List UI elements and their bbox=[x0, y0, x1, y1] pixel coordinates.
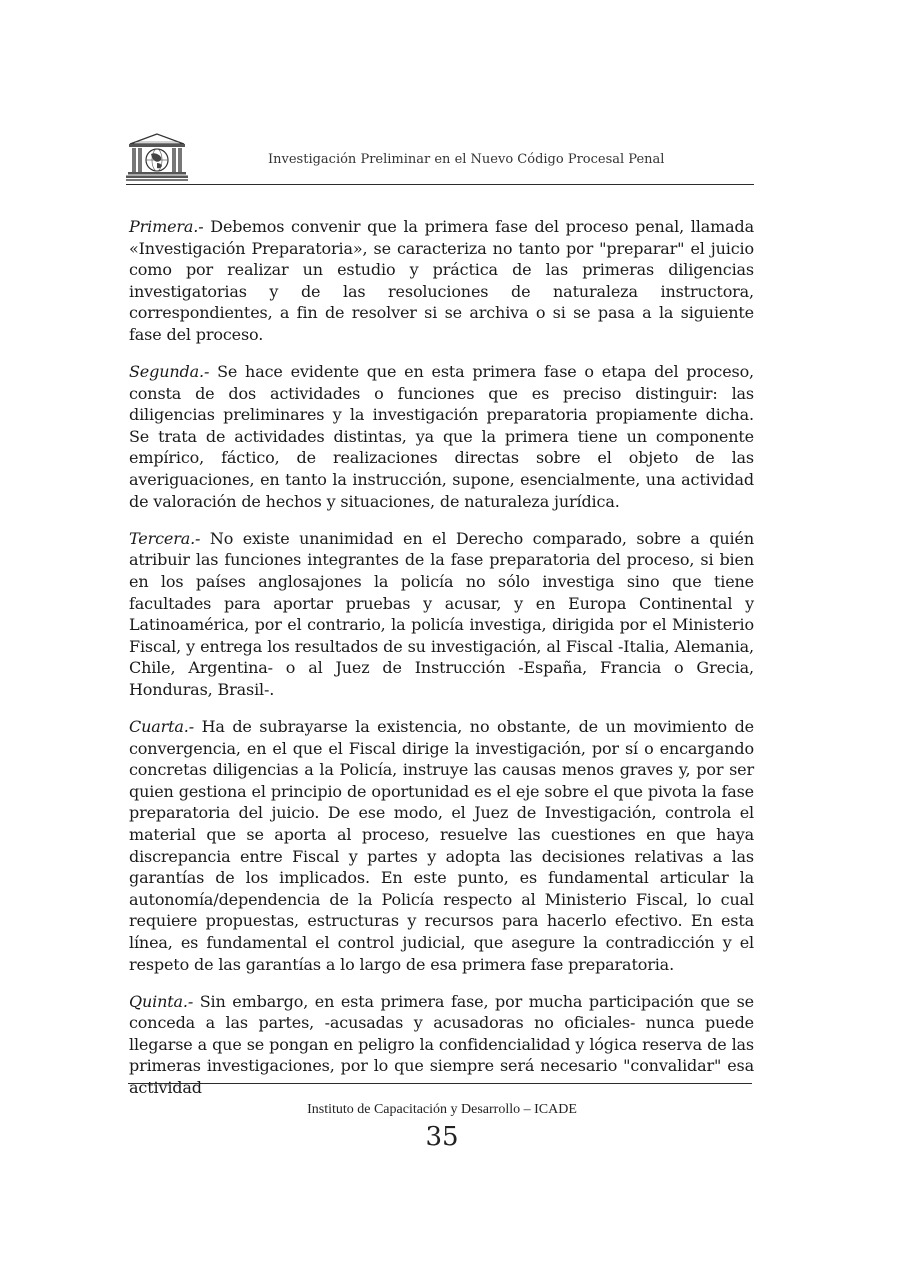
paragraph-segunda bbox=[129, 361, 754, 512]
paragraph-lead: Tercera.- bbox=[129, 528, 201, 548]
paragraph-text: Se hace evidente que en esta primera fase o etapa del proceso, consta de dos actividades o funciones que es preciso distinguir: las diligencias preliminares y la investigación preparatoria propiamente dicha. Se trata de actividades distintas, ya que la primera tiene un componente empírico, fáctico, de realizaciones directas sobre el objeto de las averiguaciones, en tanto la instrucción, supone, esencialmente, una actividad de valoración de hechos y situaciones, de naturaleza jurídica. bbox=[129, 362, 754, 511]
footer-institution: Instituto de Capacitación y Desarrollo – ICADE bbox=[307, 1102, 577, 1117]
paragraph-tercera bbox=[129, 528, 754, 701]
paragraph-lead: Cuarta.- bbox=[129, 716, 194, 736]
paragraph-primera bbox=[129, 216, 754, 346]
paragraph-lead: Primera.- bbox=[129, 217, 204, 236]
paragraph-text: Sin embargo, en esta primera fase, por mucha participación que se conceda a las partes, -acusadas y acusadoras no oficiales- nunca puede llegarse a que se pongan en peligro la confidencialidad y lógica reserva de las primeras investigaciones, por lo que siempre será necesario "convalidar" esa actividad bbox=[129, 991, 754, 1097]
page-number: 35 bbox=[425, 1122, 459, 1152]
document-body bbox=[129, 216, 754, 1097]
header-title: Investigación Preliminar en el Nuevo Código Procesal Penal bbox=[268, 152, 665, 167]
paragraph-lead: Segunda.- bbox=[129, 362, 210, 382]
paragraph-text: No existe unanimidad en el Derecho comparado, sobre a quién atribuir las funciones integrantes de la fase preparatoria del proceso, si bien en los países anglosajones la policía no sólo investiga sino que tiene facultades para aportar pruebas y acusar, y en Europa Continental y Latinoamérica, por el contrario, la policía investiga, dirigida por el Ministerio Fiscal, y entrega los resultados de su investigación, al Fiscal -Italia, Alemania, Chile, Argentina- o al Juez de Instrucción -España, Francia o Grecia, Honduras, Brasil-. bbox=[129, 528, 754, 699]
paragraph-text: Ha de subrayarse la existencia, no obstante, de un movimiento de convergencia, en el que el Fiscal dirige la investigación, por sí o encargando concretas diligencias a la Policía, instruye las causas menos graves y, por ser quien gestiona el principio de oportunidad es el eje sobre el que pivota la fase preparatoria del juicio. De ese modo, el Juez de Investigación, controla el material que se aporta al proceso, resuelve las cuestiones en que haya discrepancia entre Fiscal y partes y adopta las decisiones relativas a las garantías de los implicados. En este punto, es fundamental articular la autonomía/dependencia de la Policía respecto al Ministerio Fiscal, lo cual requiere propuestas, estructuras y recursos para hacerlo efectivo. En esta línea, es fundamental el control judicial, que asegure la contradicción y el respeto de las garantías a lo largo de esa primera fase preparatoria. bbox=[129, 716, 754, 974]
paragraph-cuarta bbox=[129, 716, 754, 975]
paragraph-text: Debemos convenir que la primera fase del proceso penal, llamada «Investigación Preparatoria», se caracteriza no tanto por "preparar" el juicio como por realizar un estudio y práctica de las primeras diligencias investigatorias y de las resoluciones de naturaleza instructora, correspondientes, a fin de resolver si se archiva o si se pasa a la siguiente fase del proceso. bbox=[129, 217, 754, 344]
footer-divider bbox=[128, 1083, 752, 1084]
page-header bbox=[126, 130, 754, 185]
icade-logo-icon bbox=[126, 132, 188, 182]
paragraph-lead: Quinta.- bbox=[129, 991, 194, 1011]
